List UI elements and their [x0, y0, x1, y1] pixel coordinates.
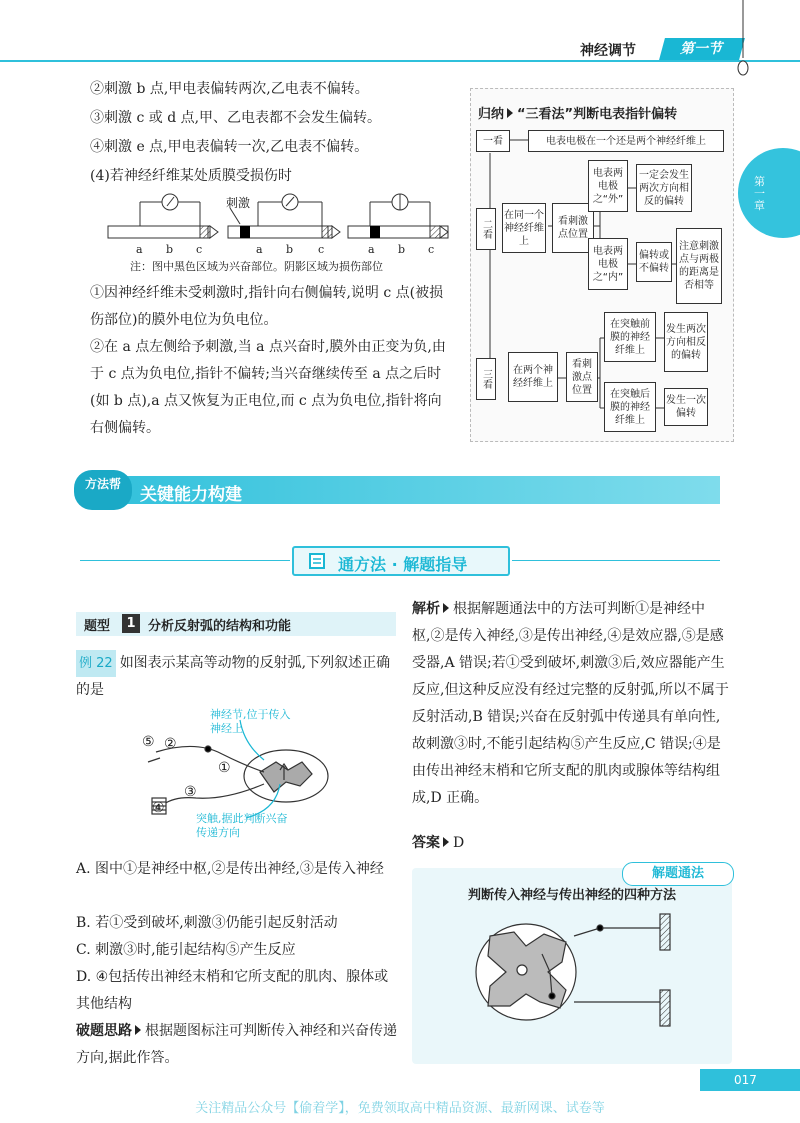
- look3-two-fibers: 在两个神经纤维上: [508, 352, 558, 402]
- hint: 破题思路 根据题图标注可判断传入神经和兴奋传递方向,据此作答。: [76, 1023, 397, 1066]
- text-line: (4)若神经纤维某处质膜受损伤时: [90, 168, 292, 184]
- paragraph: ②在 a 点左侧给予刺激,当 a 点兴奋时,膜外由正变为负,由于 c 点为负电位,指针不偏转;当兴奋继续传至 a 点之后时(如 b 点),a 点又恢复为正电位,而 c 点为负电位,指针将向右侧偏转。: [90, 339, 446, 436]
- subsection-banner: 通方法 · 解题指导: [292, 546, 510, 576]
- look1-box: 一看: [476, 130, 510, 152]
- option-a[interactable]: A. 图中①是神经中枢,②是传出神经,③是传入神经: [76, 861, 384, 877]
- question-type-heading: 题型 1 分析反射弧的结构和功能: [76, 612, 396, 636]
- paragraph: ①因神经纤维未受刺激时,指针向右侧偏转,说明 c 点(被损伤部位)的膜外电位为负电位。: [90, 285, 444, 328]
- label-4: ④: [152, 800, 165, 816]
- look2-outside: 电表两电极之“外”: [588, 160, 628, 212]
- example-tag: 例 22: [76, 650, 116, 677]
- question-stem: 例 22 如图表示某高等动物的反射弧,下列叙述正确的是: [76, 650, 398, 704]
- figure-note: 注：图中黑色区域为兴奋部位。阴影区域为损伤部位: [130, 260, 383, 273]
- look2-box: 二看: [476, 208, 496, 250]
- look3-one-deflection: 发生一次偏转: [664, 388, 708, 426]
- label-3: ③: [184, 784, 197, 800]
- method-tag: 解题通法: [622, 862, 734, 886]
- point-labels: a b c a b c a b c: [136, 243, 435, 256]
- notebook-icon: [308, 552, 328, 570]
- look2-same-fiber: 在同一个神经纤维上: [502, 203, 546, 253]
- method-title: 判断传入神经与传出神经的四种方法: [467, 888, 676, 903]
- chapter-tab[interactable]: 第一章: [738, 148, 800, 238]
- section-title: 关键能力构建: [140, 485, 242, 505]
- text-line: ④刺激 e 点,甲电表偏转一次,乙电表不偏转。: [90, 139, 369, 155]
- label-5: ⑤: [142, 734, 155, 750]
- text-line: ③刺激 c 或 d 点,甲、乙电表都不会发生偏转。: [90, 110, 382, 126]
- look2-distance-note: 注意刺激点与两极的距离是否相等: [676, 228, 722, 304]
- header-rule: [0, 60, 800, 62]
- stimulus-label: 刺激: [226, 196, 251, 210]
- text-line: ②刺激 b 点,甲电表偏转两次,乙电表不偏转。: [90, 81, 369, 97]
- look3-postsynaptic: 在突触后膜的神经纤维上: [604, 382, 656, 432]
- look3-stim-position: 看刺激点位置: [566, 352, 598, 402]
- spinal-cord-figure: [470, 906, 690, 1056]
- divider: [80, 560, 290, 561]
- footer-text: 关注精品公众号【偷着学】，免费领取高中精品资源、最新网课、试卷等: [195, 1101, 605, 1116]
- look2-stim-position: 看刺激点位置: [552, 203, 594, 253]
- page-number: 017: [700, 1069, 800, 1091]
- look3-two-deflections: 发生两次方向相反的偏转: [664, 312, 708, 372]
- option-d[interactable]: D. ④包括传出神经末梢和它所支配的肌肉、腺体或其他结构: [76, 969, 389, 1012]
- look2-maybe-deflect: 偏转或不偏转: [636, 242, 672, 282]
- summary-title: 归纳 “三看法”判断电表指针偏转: [478, 107, 678, 122]
- header-section-tag: 第一节: [659, 38, 745, 60]
- annotation-ganglion: 神经节,位于传入神经上: [210, 708, 291, 735]
- option-b[interactable]: B. 若①受到破坏,刺激③仍能引起反射活动: [76, 915, 338, 931]
- divider: [512, 560, 720, 561]
- answer: 答案 D: [412, 835, 465, 851]
- look3-presynaptic: 在突触前膜的神经纤维上: [604, 312, 656, 362]
- header-title: 神经调节: [580, 43, 636, 59]
- look1-text: 电表电极在一个还是两个神经纤维上: [528, 130, 724, 152]
- lightbulb-icon: [735, 0, 755, 80]
- look3-box: 三看: [476, 358, 496, 400]
- option-c[interactable]: C. 刺激③时,能引起结构⑤产生反应: [76, 942, 296, 958]
- method-badge: 方法帮: [74, 470, 132, 510]
- annotation-synapse: 突触,据此判断兴奋传递方向: [196, 812, 288, 839]
- label-2: ②: [164, 736, 177, 752]
- label-1: ①: [218, 760, 231, 776]
- look2-inside: 电表两电极之“内”: [588, 238, 628, 290]
- look2-two-deflections: 一定会发生两次方向相反的偏转: [636, 164, 692, 212]
- analysis: 解析 根据解题通法中的方法可判断①是神经中枢,②是传入神经,③是传出神经,④是效应器,⑤是感受器,A 错误;若①受到破坏,刺激③后,效应器能产生反应,但这种反应没有经过完整的反射弧,所以不属于反射活动,B 错误;兴奋在反射弧中传递具有单向性,故刺激③时,不能引起结构⑤产生反应,C 错误;④是由传出神经末梢和它所支配的肌肉或腺体等结构组成,D 正确。: [412, 601, 729, 806]
